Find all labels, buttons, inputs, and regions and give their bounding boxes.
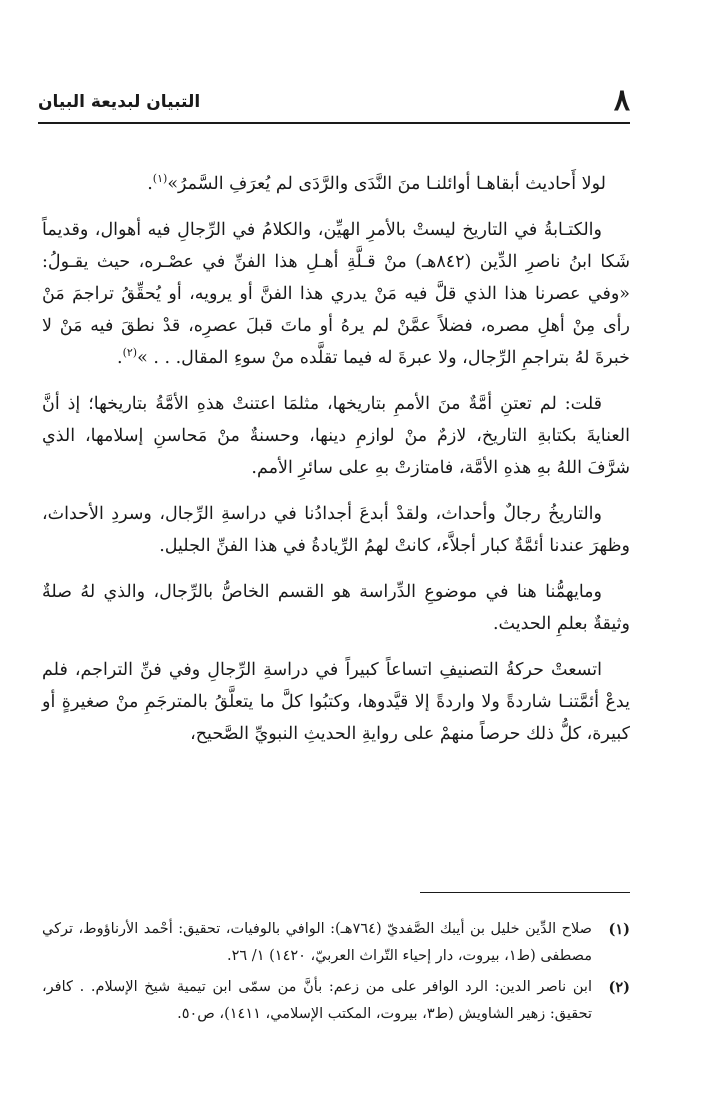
page-number: ٨ [613,83,630,118]
verse-text: لولا أَحاديث أبقاهـا أوائلنـا منَ النَّدَى والرَّدَى لم يُعرَفِ السَّمرُ» [167,174,606,194]
footnote-1 [42,916,630,970]
body-text [42,168,630,764]
running-title: التبيان لبديعة البيان [38,92,201,112]
footnote-number: (١) [608,921,630,938]
footnote-text: صلاح الدِّين خليل بن أيبك الصَّفديّ (٧٦٤هـ): الوافي بالوفيات، تحقيق: أحْمد الأرناؤوط، تركي مصطفى (ط١، بيروت، دار إحياء التّراث العربيّ، ١٤٢٠) ١/ ٢٦. [42,921,592,964]
footnote-text: ابن ناصر الدين: الرد الوافر على من زعم: بأنَّ من سمّى ابن تيمية شيخ الإسلام. . كافر، تحقيق: زهير الشاويش (ط٣، بيروت، المكتب الإسلامي، ١٤١١)، ص٥٠. [42,979,592,1022]
running-head [38,82,630,124]
footnote-ref-1: (١) [152,172,168,186]
footnote-2 [42,974,630,1028]
paragraph-men-events: والتاريخُ رجالٌ وأحداث، ولقدْ أبدعَ أجدادُنا في دراسةِ الرِّجال، وسردِ الأحداث، وظهرَ عندنا أئمَّةٌ كبار أجلاَّء، كانتْ لهمُ الرِّيادةُ في هذا الفنِّ الجليل. [42,504,630,556]
paragraph-1-text: والكتـابةُ في التاريخ ليستْ بالأمرِ الهيِّن، والكلامُ في الرِّجالِ فيه أهوال، وقديماً شَكا ابنُ ناصرِ الدِّين (٨٤٢هـ) منْ قـلَّةِ أهـلِ هذا الفنِّ في عصْـره، حيث يقـولُ: «وفي عصرنا هذا الذي قلَّ فيه مَنْ يدري هذا الفنَّ أو يرويه، أو يُحقِّقُ تراجمَ مَنْ رأى مِنْ أهلِ مصره، فضلاً عمَّنْ لم يرهُ أو ماتَ قبلَ عصرِه، قدْ نطقَ فيه مَنْ لا خبرةَ لهُ بتراجمِ الرِّجال، ولا عبرةَ له فيما تقلَّده منْ سوءِ المقال. . . » [42,220,630,368]
footnotes [42,916,630,1032]
paragraph-study-topic: ومايهمُّنا هنا في موضوعِ الدِّراسة هو القسم الخاصُّ بالرِّجال، والذي لهُ صلةٌ وثيقةٌ بعلمِ الحديث. [42,582,630,634]
footnote-number: (٢) [608,979,630,996]
paragraph-nation-history: قلت: لم تعتنِ أمَّةٌ منَ الأممِ بتاريخها، مثلمَا اعتنتْ هذهِ الأمَّةُ بتاريخها؛ إذ أنَّ العنايةَ بكتابةِ التاريخ، لازمٌ منْ لوازمِ دينها، وحسنةٌ منْ مَحاسنِ إسلامها، الذي شرَّفَ اللهُ بهِ هذهِ الأمَّة، فامتازتْ بهِ على سائرِ الأمم. [42,394,630,478]
paragraph-writing-history: والكتـابةُ في التاريخ ليستْ بالأمرِ الهيِّن، والكلامُ في الرِّجالِ فيه أهوال، وقديماً شَكا ابنُ ناصرِ الدِّين (٨٤٢هـ) منْ قـلَّةِ أهـلِ هذا الفنِّ في عصْـره، حيث يقـولُ: «وفي عصرنا هذا الذي قلَّ فيه مَنْ يدري هذا الفنَّ أو يرويه، أو يُحقِّقُ تراجمَ مَنْ رأى مِنْ أهلِ مصره، فضلاً عمَّنْ لم يرهُ أو ماتَ قبلَ عصرِه، قدْ نطقَ فيه مَنْ لا خبرةَ لهُ بتراجمِ الرِّجال، ولا عبرةَ له فيما تقلَّده منْ سوءِ المقال. . . »$^{(٢)}$. [42,220,630,368]
footnote-divider [420,892,630,893]
paragraph-compilation: اتسعتْ حركةُ التصنيفِ اتساعاً كبيراً في دراسةِ الرِّجالِ وفي فنِّ التراجم، فلم يدعْ أئمَّتنـا شاردةً ولا واردةً إلا قيَّدوها، وكتبُوا كلَّ ما يتعلَّقُ بالمترجَمِ منْ صغيرةٍ أو كبيرة، كلُّ ذلك حرصاً منهمْ على روايةِ الحديثِ النبويِّ الصَّحيح، [42,660,630,744]
verse-line: لولا أَحاديث أبقاهـا أوائلنـا منَ النَّدَى والرَّدَى لم يُعرَفِ السَّمرُ»$^{(١)}$. [147,172,606,194]
footnote-ref-2: (٢) [122,346,138,360]
